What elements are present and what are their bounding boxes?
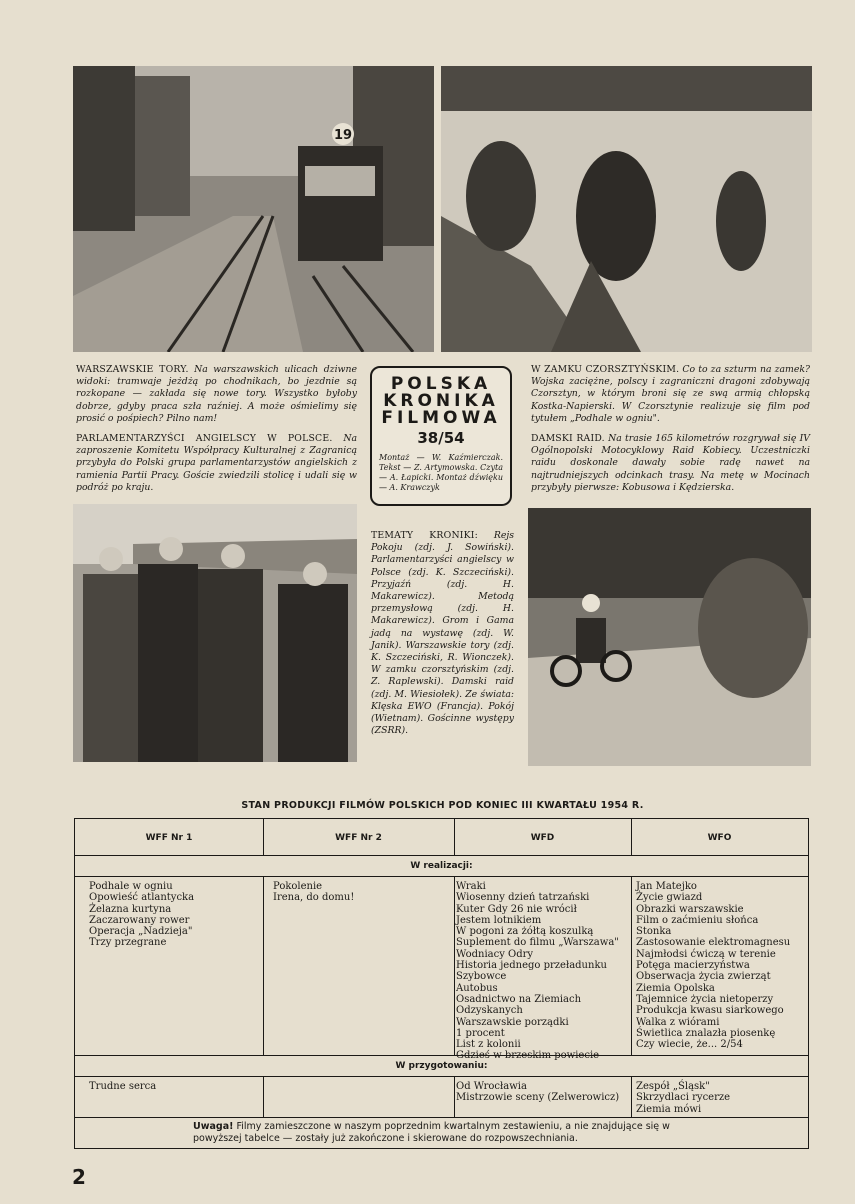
col-divider [454,1076,455,1117]
list-item: Walka z wiórami [636,1016,720,1028]
realization-list-wff2 [273,881,354,904]
col-divider [263,1076,264,1117]
caption-lead: PARLAMENTARZYŚCI ANGIELSCY W POLSCE. [76,433,333,444]
list-item: Pokolenie [273,881,323,892]
list-item: Stonka [636,926,672,938]
table-title: STAN PRODUKCJI FILMÓW POLSKICH POD KONIEC III KWARTAŁU 1954 R. [241,800,644,811]
tram-route-number: 19 [333,128,353,143]
photo-castle-assault [441,66,812,352]
realization-list-wfo [636,881,790,1050]
caption-text: Na zaproszenie Komitetu Współpracy Kulturalnej z Zagranicą przybyła do Polski grupa parlamentarzystów angielskich z ramienia Partii Pracy. Goście zwiedzili stolicę i udali się w podróż po kraju. [76,433,357,493]
list-item: Szybowce [456,971,507,983]
list-item: Produkcja kwasu siarkowego [636,1005,784,1017]
list-item: Obrazki warszawskie [636,903,744,915]
list-item: Życie gwiazd [636,892,703,904]
list-item: Trzy przegrane [89,937,167,949]
list-item: Opowieść atlantycka [89,892,195,904]
list-item: Ziemia Opolska [636,982,715,994]
list-item: Zaczarowany rower [89,914,190,926]
list-item: Mistrzowie sceny (Zelwerowicz) [456,1092,620,1104]
list-item: Tajemnice życia nietoperzy [636,993,774,1005]
caption-text: Co to za szturm na zamek? Wojska zaciężne, polscy i zagraniczni dragoni zdobywają Czorsztyn, w którym broni się ze swą armią chłopską Kostka-Napierski. W Czorsztynie realizuje się film pod tytułem „Podhale w ogniu". [531,364,810,424]
row-divider [75,1055,808,1056]
list-item: Osadnictwo na Ziemiach Odzyskanych [456,993,582,1017]
col-divider [263,819,264,855]
photo-british-parliamentarians [73,504,357,762]
list-item: Autobus [456,982,498,994]
list-item: Obserwacja życia zwierząt [636,971,771,983]
realization-list-wfd [456,881,628,1062]
caption-castle [531,364,810,425]
list-item: Jestem lotnikiem [456,914,542,926]
col-divider [263,876,264,1055]
preparation-list-wff1 [89,1081,156,1092]
caption-newsreel-topics [371,530,514,737]
note-text: Filmy zamieszczone w naszym poprzednim kwartalnym zestawieniu, a nie znajdujące się w powyższej tabelce — zostały już zakończone i skierowane do rozpowszechniania. [193,1121,670,1144]
caption-lead: TEMATY KRONIKI: [371,530,478,541]
col-divider [631,819,632,855]
section-header-preparation: W przygotowaniu: [395,1061,488,1071]
list-item: W pogoni za żółtą koszulką [456,926,594,938]
photo-warsaw-tram-tracks [73,66,434,352]
col-header-wff1: WFF Nr 1 [145,833,193,843]
list-item: Zespół „Śląsk" [636,1081,710,1092]
list-item: Jan Matejko [636,881,697,892]
photo-women-motorcycle-raid [528,508,811,766]
row-divider [75,1117,808,1118]
list-item: Potęga macierzyństwa [636,960,750,972]
list-item: Gdzieś w brzeskim powiecie [456,1050,600,1062]
list-item: Żelazna kurtyna [89,903,172,915]
list-item: Historia jednego przeładunku [456,960,607,972]
col-header-wfo: WFO [707,833,732,843]
caption-warsaw-tracks [76,364,357,425]
list-item: Wraki [456,881,486,892]
list-item: Ziemia mówi [636,1103,702,1115]
row-divider [75,855,808,856]
preparation-list-wfd [456,1081,619,1104]
col-divider [631,1076,632,1117]
caption-text: Rejs Pokoju (zdj. J. Sowiński). Parlamentarzyści angielscy w Polsce (zdj. K. Szczeciński). Przyjaźń (zdj. H. Makarewicz). Metodą przemysłową (zdj. H. Makarewicz). Grom i Gama jadą na wystawę (zdj. W. Janik). Warszawskie tory (zdj. K. Szczeciński, R. Wionczek). W zamku czorsztyńskim (zdj. Z. Raplewski). Damski raid (zdj. M. Wiesiołek). Ze świata: Klęska EWO (Francja). Pokój (Wietnam). Gościnne występy (ZSRR). [371,530,514,737]
title-line-3: FILMOWA [381,408,501,428]
col-divider [454,819,455,855]
row-divider [75,1076,808,1077]
col-header-wfd: WFD [530,833,555,843]
caption-lead: WARSZAWSKIE TORY. [76,364,189,375]
list-item: Operacja „Nadzieja" [89,926,193,938]
caption-ladies-raid [531,433,810,494]
list-item: Podhale w ogniu [89,881,173,892]
issue-number: 38/54 [417,429,465,447]
list-item: Film o zaćmieniu słońca [636,914,759,926]
table-note [193,1121,713,1145]
list-item: Skrzydlaci rycerze [636,1092,731,1104]
list-item: Wiosenny dzień tatrzański [456,892,590,904]
col-divider [631,876,632,1055]
col-header-wff2: WFF Nr 2 [335,833,382,843]
list-item: Wodniacy Odry [456,948,534,960]
list-item: Świetlica znalazła piosenkę [636,1027,776,1039]
page-number: 2 [72,1165,86,1189]
caption-lead: DAMSKI RAID. [531,433,605,444]
credits: Montaż — W. Kaźmierczak. Tekst — Z. Artymowska. Czyta — A. Łapicki. Montaż dźwięku — A. Krawczyk [379,453,503,492]
realization-list-wff1 [89,881,194,949]
title-line-2: KRONIKA [383,391,499,411]
list-item: Warszawskie porządki [456,1016,569,1028]
list-item: Od Wrocławia [456,1081,527,1092]
list-item: Kuter Gdy 26 nie wrócił [456,903,577,915]
list-item: Irena, do domu! [273,892,355,904]
row-divider [75,876,808,877]
caption-text: Na warszawskich ulicach dziwne widoki: tramwaje jeżdżą po chodnikach, bo jezdnie są rozkopane — zakłada się nowe tory. Wszystko byłoby dobrze, gdyby praca szła raźniej. A może ośmielimy się prosić o pośpiech? Pilno nam! [76,364,357,424]
list-item: List z kolonii [456,1039,521,1051]
caption-lead: W ZAMKU CZORSZTYŃSKIM. [531,364,680,375]
section-header-realization: W realizacji: [410,861,473,871]
note-label: Uwaga! [193,1121,234,1132]
production-table [74,818,809,1149]
list-item: Czy wiecie, że... 2/54 [636,1039,743,1051]
list-item: 1 procent [456,1027,505,1039]
title-box-polska-kronika-filmowa [370,366,512,506]
title-line-1: POLSKA [390,374,492,394]
caption-parliamentarians [76,433,357,494]
preparation-list-wfo [636,1081,730,1115]
list-item: Trudne serca [89,1081,157,1092]
list-item: Najmłodsi ćwiczą w terenie [636,948,776,960]
caption-text: Na trasie 165 kilometrów rozgrywał się IV Ogólnopolski Motocyklowy Raid Kobiecy. Uczestniczki raidu doskonale dawały sobie radę nawet na najtrudniejszych odcinkach trasy. Na metę w Mocinach przybyły pierwsze: Kobusowa i Kędzierska. [531,433,810,493]
list-item: Suplement do filmu „Warszawa" [456,937,619,949]
col-divider [454,876,455,1055]
list-item: Zastosowanie elektromagnesu [636,937,791,949]
